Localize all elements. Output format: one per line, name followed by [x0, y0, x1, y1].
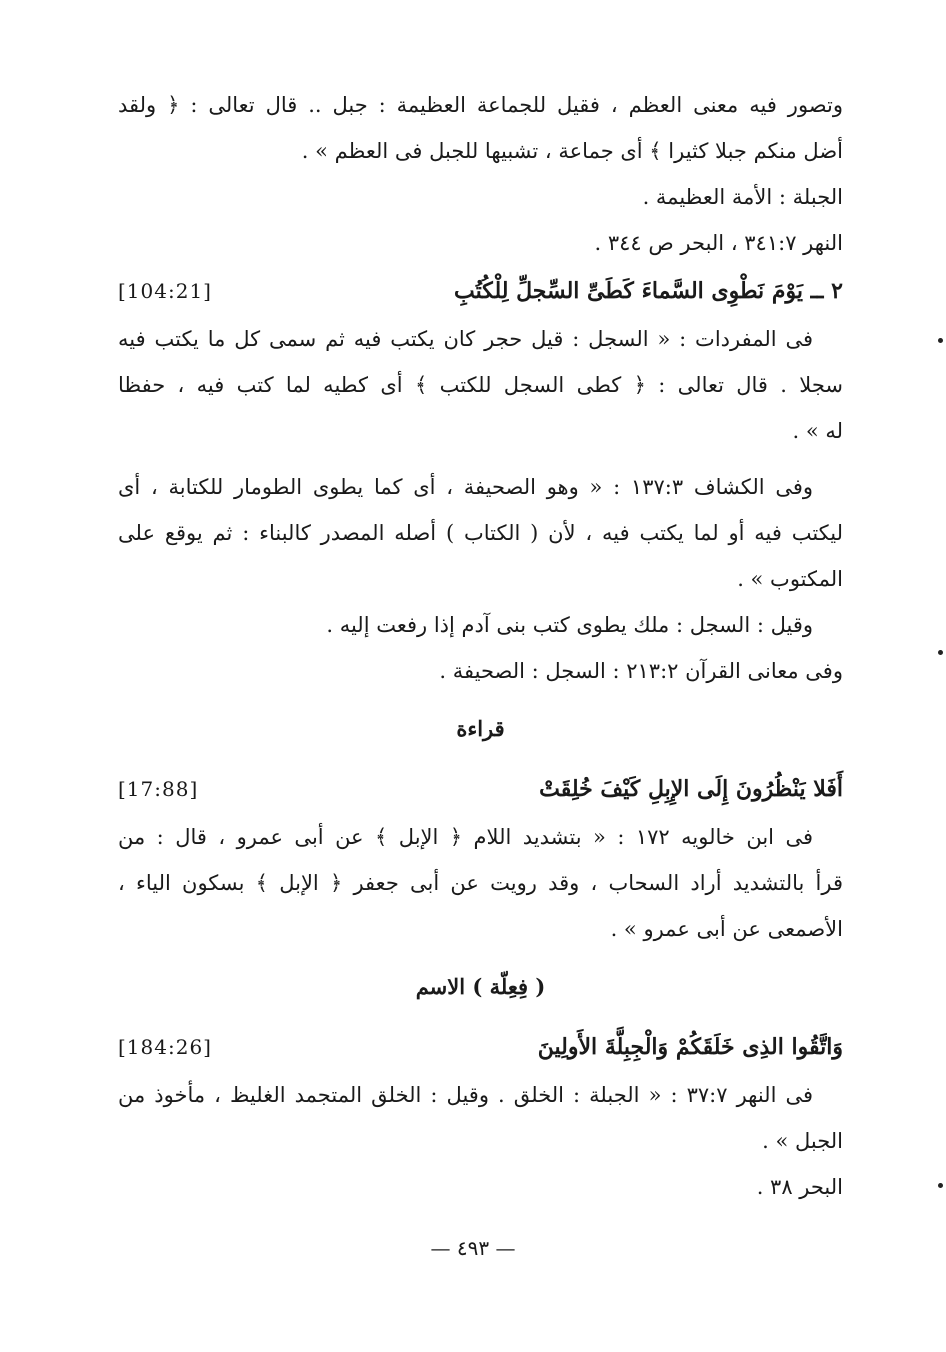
paragraph-4 — [118, 814, 843, 952]
verse-text: ٢ ــ يَوْمَ نَطْوِى السَّماءَ كَطَىِّ السِّجلِّ لِلْكُتُبِ — [454, 278, 843, 304]
page-number: — ٤٩٣ — — [430, 1236, 516, 1260]
verse-text: وَاتَّقُوا الذِى خَلَقَكُمْ وَالْجِبِلَّةَ الأَولِينَ — [537, 1034, 843, 1060]
verse-row-1 — [118, 266, 843, 316]
text-line: وفى الكشاف ١٣٧:٣ : « وهو الصحيفة ، أى كما يطوى الطومار للكتابة ، أى — [118, 475, 814, 499]
scan-dot — [938, 338, 943, 343]
text-line: النهر ٣٤١:٧ ، البحر ص ٣٤٤ . — [594, 231, 843, 255]
text-line: وفى معانى القرآن ٢١٣:٢ : السجل : الصحيفة . — [439, 659, 843, 683]
text-line: وقيل : السجل : ملك يطوى كتب بنى آدم إذا رفعت إليه . — [326, 613, 813, 637]
verse-reference: [17:88] — [118, 777, 199, 801]
section-heading-qiraa: قراءة — [456, 716, 505, 741]
paragraph-1 — [118, 82, 843, 266]
page-body — [118, 82, 843, 1210]
verse-row-2 — [118, 764, 843, 814]
text-line: الأصمعى عن أبى عمرو » . — [610, 917, 843, 941]
scan-dot — [938, 650, 943, 655]
text-line: المكتوب » . — [737, 567, 843, 591]
text-line: سجلا . قال تعالى : ﴿ كطى السجل للكتب ﴾ أى كطيه لما كتب فيه ، حفظا — [118, 373, 843, 397]
text-line: قرأ بالتشديد أراد السحاب ، وقد رويت عن أبى جعفر ﴿ الإبل ﴾ بسكون الياء ، — [118, 871, 843, 895]
text-line: الجبلة : الأمة العظيمة . — [642, 185, 843, 209]
text-line: ليكتب فيه أو لما يكتب فيه ، لأن ( الكتاب ) أصله المصدر كالبناء : ثم يوقع على — [118, 521, 843, 545]
scan-dot — [938, 1183, 943, 1188]
verse-text: أَفَلا يَنْظُرُونَ إِلَى الإِبِلِ كَيْفَ خُلِقَتْ — [539, 776, 843, 802]
text-line: وتصور فيه معنى العظم ، فقيل للجماعة العظيمة : جبل .. قال تعالى : ﴿ ولقد — [118, 93, 843, 117]
text-line: أضل منكم جبلا كثيرا ﴾ أى جماعة ، تشبيها للجبل فى العظم » . — [301, 139, 843, 163]
verse-reference: [104:21] — [118, 279, 212, 303]
text-line: فى ابن خالويه ١٧٢ : « بتشديد اللام ﴿ الإبل ﴾ عن أبى عمرو ، قال : من — [118, 825, 813, 849]
paragraph-3 — [118, 464, 843, 694]
section-heading-fiilla: ( فِعِلّة ) الاسم — [415, 974, 546, 999]
text-line: الجبل » . — [762, 1129, 843, 1153]
text-line: فى المفردات : « السجل : قيل حجر كان يكتب فيه ثم سمى كل ما يكتب فيه — [118, 327, 813, 351]
verse-row-3 — [118, 1022, 843, 1072]
text-line: فى النهر ٣٧:٧ : « الجبلة : الخلق . وقيل : الخلق المتجمد الغليظ ، مأخوذ من — [118, 1083, 813, 1107]
text-line: له » . — [792, 419, 843, 443]
text-line: البحر ٣٨ . — [756, 1175, 843, 1199]
verse-reference: [184:26] — [118, 1035, 212, 1059]
paragraph-2 — [118, 316, 843, 454]
paragraph-5 — [118, 1072, 843, 1210]
